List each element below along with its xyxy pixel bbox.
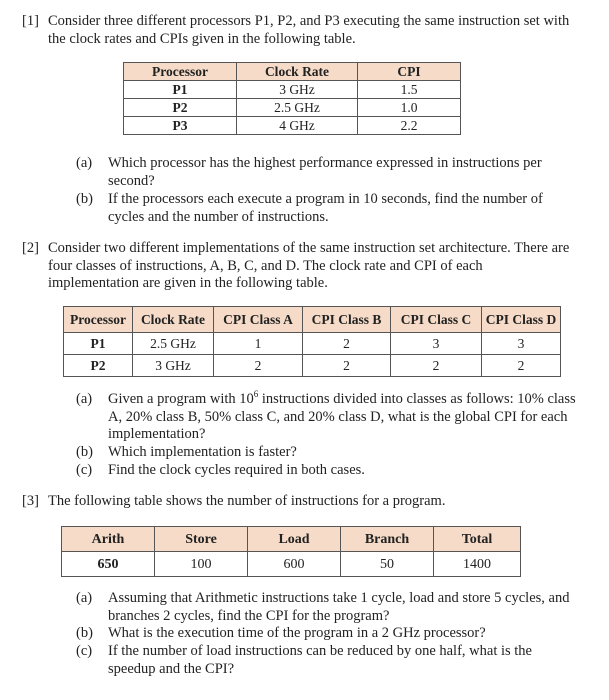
header-cpi-class-d: CPI Class D <box>482 307 561 333</box>
part-text <box>108 391 576 444</box>
table-cell: 3 <box>482 333 561 355</box>
table-cell: 2.5 GHz <box>133 333 214 355</box>
header-clock-rate: Clock Rate <box>133 307 214 333</box>
part-text-end: instructions divided into classes as follows: 10% class A, 20% class B, 50% class C, and 20% class D, what is the global CPI for each implementation? <box>108 391 576 442</box>
table-row <box>124 99 461 117</box>
table-header-row <box>124 63 461 81</box>
instruction-count-table <box>61 526 521 577</box>
part-text: Which implementation is faster? <box>108 444 297 460</box>
table-row <box>124 117 461 135</box>
table-cell: 2 <box>214 355 303 377</box>
part-text: What is the execution time of the program in a 2 GHz processor? <box>108 625 486 641</box>
header-cpi-class-a: CPI Class A <box>214 307 303 333</box>
table-cell: 4 GHz <box>237 117 358 135</box>
table-cell: 1 <box>214 333 303 355</box>
header-cpi: CPI <box>358 63 461 81</box>
q1-part-b <box>76 191 576 226</box>
part-label: (c) <box>76 643 93 659</box>
q2-part-a <box>76 391 576 444</box>
table-cell: 2.5 GHz <box>237 99 358 117</box>
part-text: Find the clock cycles required in both cases. <box>108 462 365 478</box>
q3-part-a <box>76 590 576 625</box>
q2-part-c <box>76 462 576 480</box>
header-cpi-class-b: CPI Class B <box>303 307 391 333</box>
part-label: (a) <box>76 590 93 606</box>
part-label: (b) <box>76 625 93 641</box>
part-label: (a) <box>76 391 93 407</box>
table-row <box>64 333 561 355</box>
part-label: (b) <box>76 191 93 207</box>
part-text: If the processors each execute a program in 10 seconds, find the number of cycles and the number of instructions. <box>108 191 543 225</box>
table-row <box>64 355 561 377</box>
header-store: Store <box>155 527 248 552</box>
table-cell: 50 <box>341 552 434 577</box>
question-3-text: The following table shows the number of instructions for a program. <box>48 493 446 509</box>
table-cell: 1.5 <box>358 81 461 99</box>
header-processor: Processor <box>124 63 237 81</box>
table-cell: P1 <box>64 333 133 355</box>
table-row <box>124 81 461 99</box>
table-row <box>62 552 521 577</box>
table-cell: 650 <box>62 552 155 577</box>
table-cell: 2 <box>391 355 482 377</box>
q2-part-b <box>76 444 576 462</box>
question-2 <box>22 240 570 293</box>
table-header-row <box>62 527 521 552</box>
question-1-text: Consider three different processors P1, P2, and P3 executing the same instruction set with the clock rates and CPIs given in the following table. <box>48 13 570 47</box>
part-text-start: Given a program with 10 <box>108 391 254 407</box>
q3-part-c <box>76 643 576 678</box>
question-2-number: [2] <box>22 240 39 256</box>
implementation-table <box>63 306 561 377</box>
table-cell: 3 <box>391 333 482 355</box>
table-cell: 2.2 <box>358 117 461 135</box>
part-label: (a) <box>76 155 93 171</box>
part-label: (b) <box>76 444 93 460</box>
question-1 <box>22 13 570 48</box>
q3-part-b <box>76 625 576 643</box>
question-3-number: [3] <box>22 493 39 509</box>
table-cell: 3 GHz <box>237 81 358 99</box>
table-cell: 2 <box>303 333 391 355</box>
part-text: If the number of load instructions can be reduced by one half, what is the speedup and the CPI? <box>108 643 532 677</box>
question-2-text: Consider two different implementations of the same instruction set architecture. There are four classes of instructions, A, B, C, and D. The clock rate and CPI of each implementation are given in the following table. <box>48 240 570 291</box>
part-text: Assuming that Arithmetic instructions take 1 cycle, load and store 5 cycles, and branches 2 cycles, find the CPI for the program? <box>108 590 570 624</box>
header-total: Total <box>434 527 521 552</box>
table-cell: P2 <box>124 99 237 117</box>
q1-part-a <box>76 155 576 190</box>
question-3 <box>22 493 570 511</box>
header-load: Load <box>248 527 341 552</box>
table-cell: 2 <box>482 355 561 377</box>
table-cell: 600 <box>248 552 341 577</box>
question-1-number: [1] <box>22 13 39 29</box>
part-label: (c) <box>76 462 93 478</box>
table-cell: 3 GHz <box>133 355 214 377</box>
header-processor: Processor <box>64 307 133 333</box>
processor-table <box>123 62 461 135</box>
table-cell: P1 <box>124 81 237 99</box>
table-header-row <box>64 307 561 333</box>
table-cell: P2 <box>64 355 133 377</box>
header-cpi-class-c: CPI Class C <box>391 307 482 333</box>
header-branch: Branch <box>341 527 434 552</box>
table-cell: 1400 <box>434 552 521 577</box>
table-cell: 1.0 <box>358 99 461 117</box>
table-cell: 100 <box>155 552 248 577</box>
table-cell: P3 <box>124 117 237 135</box>
part-text: Which processor has the highest performance expressed in instructions per second? <box>108 155 542 189</box>
exponent: 6 <box>253 389 259 400</box>
table-cell: 2 <box>303 355 391 377</box>
header-arith: Arith <box>62 527 155 552</box>
header-clock-rate: Clock Rate <box>237 63 358 81</box>
